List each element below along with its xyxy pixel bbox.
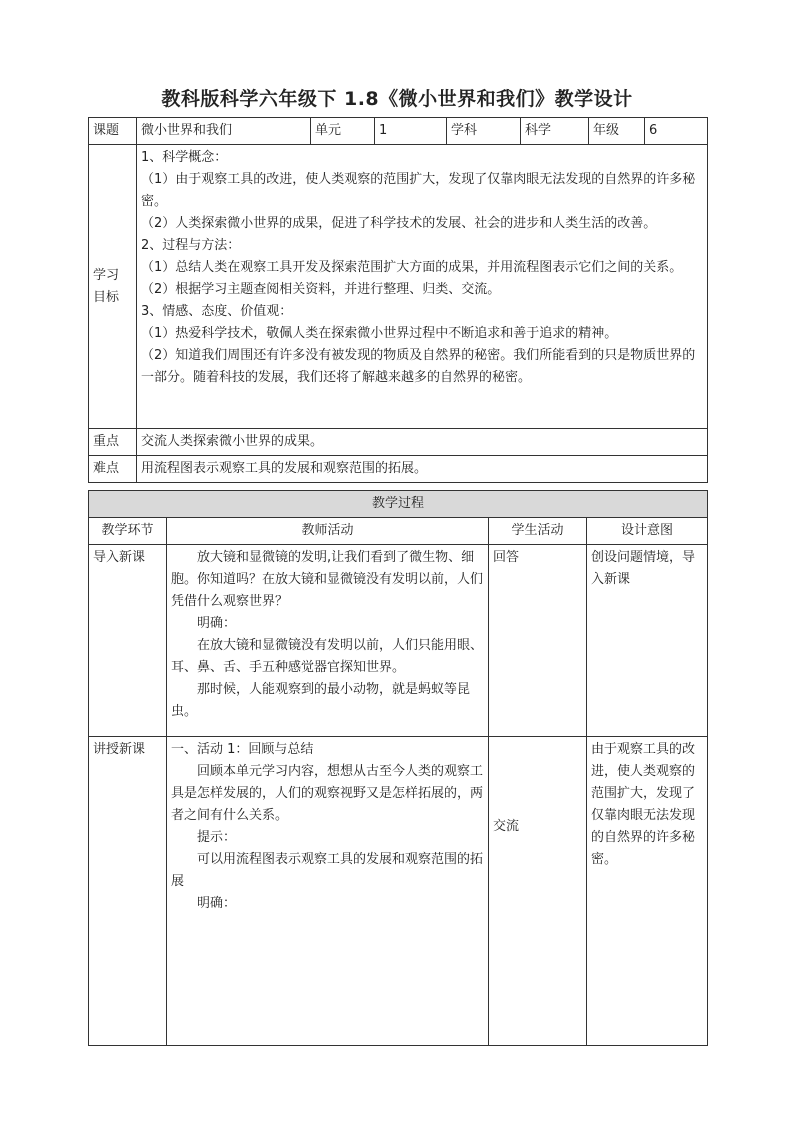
- teacher-paragraph: 明确：: [197, 896, 237, 911]
- subject-label: 学科: [447, 118, 521, 145]
- stage-cell: 导入新课: [89, 545, 167, 737]
- topic-value: 微小世界和我们: [137, 118, 311, 145]
- key-point-value: 交流人类探索微小世界的成果。: [137, 429, 708, 456]
- teacher-activity-cell: [167, 545, 489, 737]
- teacher-paragraph: 那时候，人能观察到的最小动物，就是蚂蚁等昆虫。: [171, 682, 471, 719]
- unit-value: 1: [375, 118, 447, 145]
- header-intent: 设计意图: [587, 518, 708, 545]
- document-title: 教科版科学六年级下 1.8《微小世界和我们》教学设计: [161, 88, 633, 110]
- difficulty-row: [89, 456, 708, 483]
- teacher-paragraph: 在放大镜和显微镜没有发明以前，人们只能用眼、 耳、鼻、舌、手五种感觉器官探知世界。: [171, 638, 484, 675]
- topic-label: 课题: [89, 118, 137, 145]
- goal-line: （2）知道我们周围还有许多没有被发现的物质及自然界的秘密。我们所能看到的只是物质世界的一部分。随着科技的发展，我们还将了解越来越多的自然界的秘密。: [141, 348, 696, 385]
- difficulty-value: 用流程图表示观察工具的发展和观察范围的拓展。: [137, 456, 708, 483]
- process-header-row: [89, 518, 708, 545]
- teacher-heading: 一、活动 1：回顾与总结: [171, 742, 314, 757]
- goal-line: 2、过程与方法：: [141, 238, 241, 253]
- header-stage: 教学环节: [89, 518, 167, 545]
- goals-label-line2: 目标: [93, 289, 120, 305]
- teacher-paragraph: 可以用流程图表示观察工具的发展和观察范围的拓展: [171, 852, 484, 889]
- info-table: [88, 117, 708, 483]
- process-row-teaching: [89, 737, 708, 1046]
- process-row-intro: [89, 545, 708, 737]
- goal-line: （2）人类探索微小世界的成果，促进了科学技术的发展、社会的进步和人类生活的改善。: [141, 216, 657, 231]
- grade-label: 年级: [589, 118, 645, 145]
- teacher-paragraph: 放大镜和显微镜的发明,让我们看到了微生物、细胞。你知道吗？在放大镜和显微镜没有发明以前，人们凭借什么观察世界？: [171, 550, 484, 609]
- unit-label: 单元: [311, 118, 375, 145]
- student-activity-cell: 交流: [489, 737, 587, 1046]
- goals-content: [137, 145, 708, 429]
- goals-label-line1: 学习: [93, 267, 120, 283]
- stage-cell: 讲授新课: [89, 737, 167, 1046]
- key-point-row: [89, 429, 708, 456]
- subject-value: 科学: [521, 118, 589, 145]
- process-table: [88, 490, 708, 1046]
- goals-label: [89, 145, 137, 429]
- goal-line: （1）总结人类在观察工具开发及探索范围扩大方面的成果，并用流程图表示它们之间的关系。: [141, 260, 683, 275]
- goal-line: 1、科学概念：: [141, 150, 228, 165]
- key-point-label: 重点: [89, 429, 137, 456]
- grade-value: 6: [645, 118, 708, 145]
- goal-line: 3、情感、态度、价值观：: [141, 304, 293, 319]
- teacher-paragraph: 明确：: [197, 616, 237, 631]
- goals-row: [89, 145, 708, 429]
- goal-line: （1）热爱科学技术，敬佩人类在探索微小世界过程中不断追求和善于追求的精神。: [141, 326, 618, 341]
- teacher-paragraph: 提示：: [197, 830, 237, 845]
- design-intent-cell: 由于观察工具的改进，使人类观察的范围扩大，发现了仅靠肉眼无法发现的自然界的许多秘密。: [587, 737, 708, 1046]
- goal-line: （2）根据学习主题查阅相关资料，并进行整理、归类、交流。: [141, 282, 501, 297]
- goal-line: （1）由于观察工具的改进，使人类观察的范围扩大，发现了仅靠肉眼无法发现的自然界的许多秘密。: [141, 172, 696, 209]
- header-student: 学生活动: [489, 518, 587, 545]
- difficulty-label: 难点: [89, 456, 137, 483]
- student-activity-cell: 回答: [489, 545, 587, 737]
- header-teacher: 教师活动: [167, 518, 489, 545]
- teacher-activity-cell: [167, 737, 489, 1046]
- design-intent-cell: 创设问题情境，导入新课: [587, 545, 708, 737]
- process-section-title: 教学过程: [89, 491, 708, 518]
- teacher-paragraph: 回顾本单元学习内容，想想从古至今人类的观察工具是怎样发展的，人们的观察视野又是怎样拓展的，两者之间有什么关系。: [171, 764, 484, 823]
- info-row: [89, 118, 708, 145]
